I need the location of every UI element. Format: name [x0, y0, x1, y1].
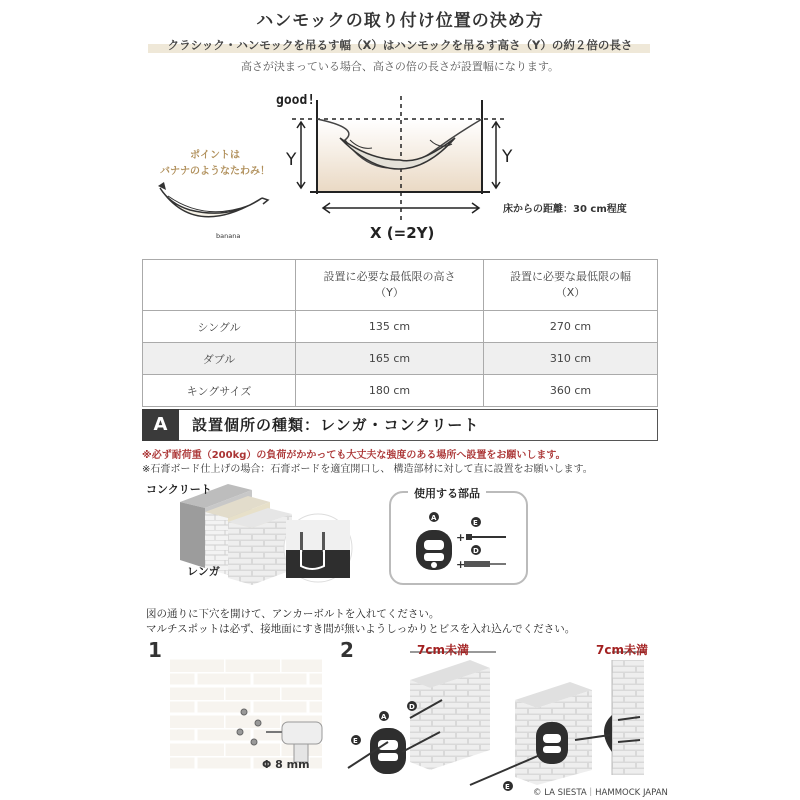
- table-header-empty: [143, 260, 296, 311]
- table-row: [143, 311, 658, 343]
- label-e2: E: [505, 783, 510, 791]
- subtitle: クラシック・ハンモックを吊るす幅（X）はハンモックを吊るす高さ（Y）の約２倍の長さ: [167, 38, 633, 52]
- banana-label: banana: [216, 232, 241, 240]
- svg-text:D: D: [473, 547, 479, 555]
- table-header-height: 設置に必要な最低限の高さ （Y）: [296, 260, 484, 311]
- row-name: シングル: [143, 311, 296, 343]
- good-label: good!: [276, 93, 316, 108]
- label-d: D: [409, 703, 415, 711]
- point-line2: バナナのようなたわみ！: [160, 166, 270, 177]
- step-instruction-2: マルチスポットは必ず、接地面にすき間が無いようしっかりとビスを入れ込んでください。: [146, 623, 576, 635]
- row-height: 165 cm: [296, 343, 484, 375]
- table-header-row: [143, 260, 658, 311]
- row-width: 310 cm: [484, 343, 658, 375]
- floor-distance: 床からの距離：30 cm程度: [503, 204, 627, 215]
- drill-size: Φ 8 mm: [262, 758, 310, 771]
- row-name: ダブル: [143, 343, 296, 375]
- warning-note: ※必ず耐荷重（200kg）の負荷がかかっても大丈夫な強度のある場所へ設置をお願いします。: [142, 450, 566, 461]
- section-a-title: 設置個所の種類：レンガ・コンクリート: [192, 416, 480, 434]
- copyright: © LA SIESTA｜HAMMOCK JAPAN: [533, 788, 668, 798]
- row-width: 270 cm: [484, 311, 658, 343]
- section-a-badge: A: [142, 409, 179, 441]
- step2-illustration: [348, 652, 646, 791]
- row-height: 135 cm: [296, 311, 484, 343]
- point-note: [150, 148, 280, 180]
- svg-text:+: +: [456, 558, 466, 571]
- table-header-width: 設置に必要な最低限の幅 （X）: [484, 260, 658, 311]
- hammock-diagram: [276, 93, 513, 242]
- banana-illustration: [158, 182, 268, 240]
- parts-title: 使用する部品: [408, 485, 486, 501]
- row-width: 360 cm: [484, 375, 658, 407]
- y-label-left: Y: [286, 150, 297, 170]
- point-line1: ポイントは: [190, 150, 240, 161]
- step1-illustration: [170, 657, 322, 769]
- svg-text:+: +: [456, 531, 466, 544]
- thickness-limit-1: 7cm未満: [417, 643, 469, 657]
- table-row: [143, 375, 658, 407]
- page-title: ハンモックの取り付け位置の決め方: [256, 11, 544, 31]
- label-a: A: [381, 713, 387, 721]
- description: 高さが決まっている場合、高さの倍の長さが設置幅になります。: [240, 60, 560, 73]
- floor-area: [317, 120, 482, 192]
- svg-text:A: A: [431, 514, 437, 522]
- row-height: 180 cm: [296, 375, 484, 407]
- step-number-1: 1: [148, 638, 162, 662]
- gypsum-note: ※石膏ボード仕上げの場合：石膏ボードを適宜開口し、 構造部材に対して直に設置をお願いします。: [142, 464, 593, 475]
- svg-text:E: E: [473, 519, 478, 527]
- row-name: キングサイズ: [143, 375, 296, 407]
- y-label-right: Y: [502, 147, 513, 167]
- brick-label: レンガ: [187, 565, 220, 578]
- label-e1: E: [353, 737, 358, 745]
- step-number-2: 2: [340, 638, 354, 662]
- x-label: X (=2Y): [370, 224, 435, 242]
- parts-box: [389, 491, 528, 585]
- step-instruction-1: 図の通りに下穴を開けて、アンカーボルトを入れてください。: [146, 608, 440, 620]
- concrete-label: コンクリート: [146, 483, 212, 496]
- thickness-limit-2: 7cm未満: [596, 643, 648, 657]
- table-row: [143, 343, 658, 375]
- size-table: [142, 259, 658, 407]
